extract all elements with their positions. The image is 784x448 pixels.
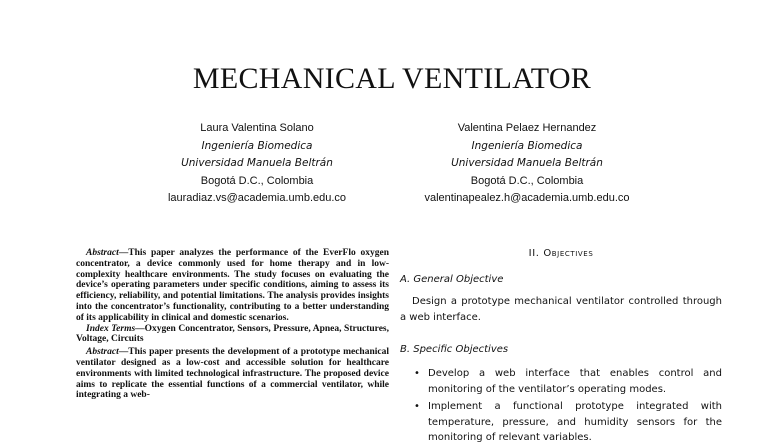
general-objective-text: Design a prototype mechanical ventilator controlled through a web interface. [400, 296, 722, 323]
list-item [400, 399, 722, 446]
abstract-paragraph-2 [76, 347, 389, 401]
abstract-label: Abstract [86, 248, 119, 258]
index-terms-paragraph [76, 324, 389, 346]
left-column [76, 248, 389, 401]
index-terms-label: Index Terms [86, 323, 136, 334]
author-email: lauradiaz.vs@academia.umb.edu.co [167, 192, 347, 204]
abstract-text-2: —This paper presents the development of a prototype mechanical ventilator designed as a low-cost and accessible solution for healthcare environments with limited technological infrastructure. The proposed device aims to replicate the essential functions of a commercial ventilator, while integrating a web- [76, 347, 389, 401]
bullet-icon: • [414, 401, 420, 412]
list-item-text: Implement a functional prototype integrated with temperature, pressure, and humidity sensors for the monitoring of relevant variables. [428, 401, 722, 443]
author-email: valentinapealez.h@academia.umb.edu.co [424, 192, 630, 204]
author-department: Ingeniería Biomedica [201, 139, 313, 152]
abstract-text: —This paper analyzes the performance of the EverFlo oxygen concentrator, a device commonly used for home therapy and in low-complexity healthcare environments. The study focuses on evaluating the device’s operating parameters under specific conditions, aiming to assess its efficiency, reliability, and potential limitations. The analysis provides insights into the concentrator’s functionality, contributing to a better understanding of its applicability in clinical and domestic scenarios. [76, 248, 389, 323]
abstract-paragraph [76, 248, 389, 324]
list-item [400, 366, 722, 397]
bullet-icon: • [414, 368, 420, 379]
author-location: Bogotá D.C., Colombia [470, 174, 584, 187]
section-number: II. [528, 248, 540, 259]
author-name: Laura Valentina Solano [200, 122, 314, 134]
index-terms-text: —Oxygen Concentrator, Sensors, Pressure, Apnea, Structures, Voltage, Circuits [76, 323, 389, 345]
author-university: Universidad Manuela Beltrán [451, 157, 603, 169]
author-department: Ingeniería Biomedica [471, 139, 583, 152]
general-objective-heading: A. General Objective [400, 274, 504, 285]
section-title: Objectives [543, 248, 594, 259]
paper-title: MECHANICAL VENTILATOR [192, 62, 592, 95]
section-heading [400, 248, 722, 259]
specific-objectives-heading: B. Specific Objectives [400, 344, 509, 355]
list-item-text: Develop a web interface that enables control and monitoring of the ventilator’s operating modes. [428, 368, 722, 395]
right-column [400, 248, 722, 448]
author-name: Valentina Pelaez Hernandez [457, 122, 597, 134]
specific-objectives-list [400, 366, 722, 446]
author-location: Bogotá D.C., Colombia [200, 174, 314, 187]
author-university: Universidad Manuela Beltrán [181, 157, 333, 169]
abstract-label-2: Abstract [86, 347, 119, 358]
author-block-2 [367, 120, 687, 208]
